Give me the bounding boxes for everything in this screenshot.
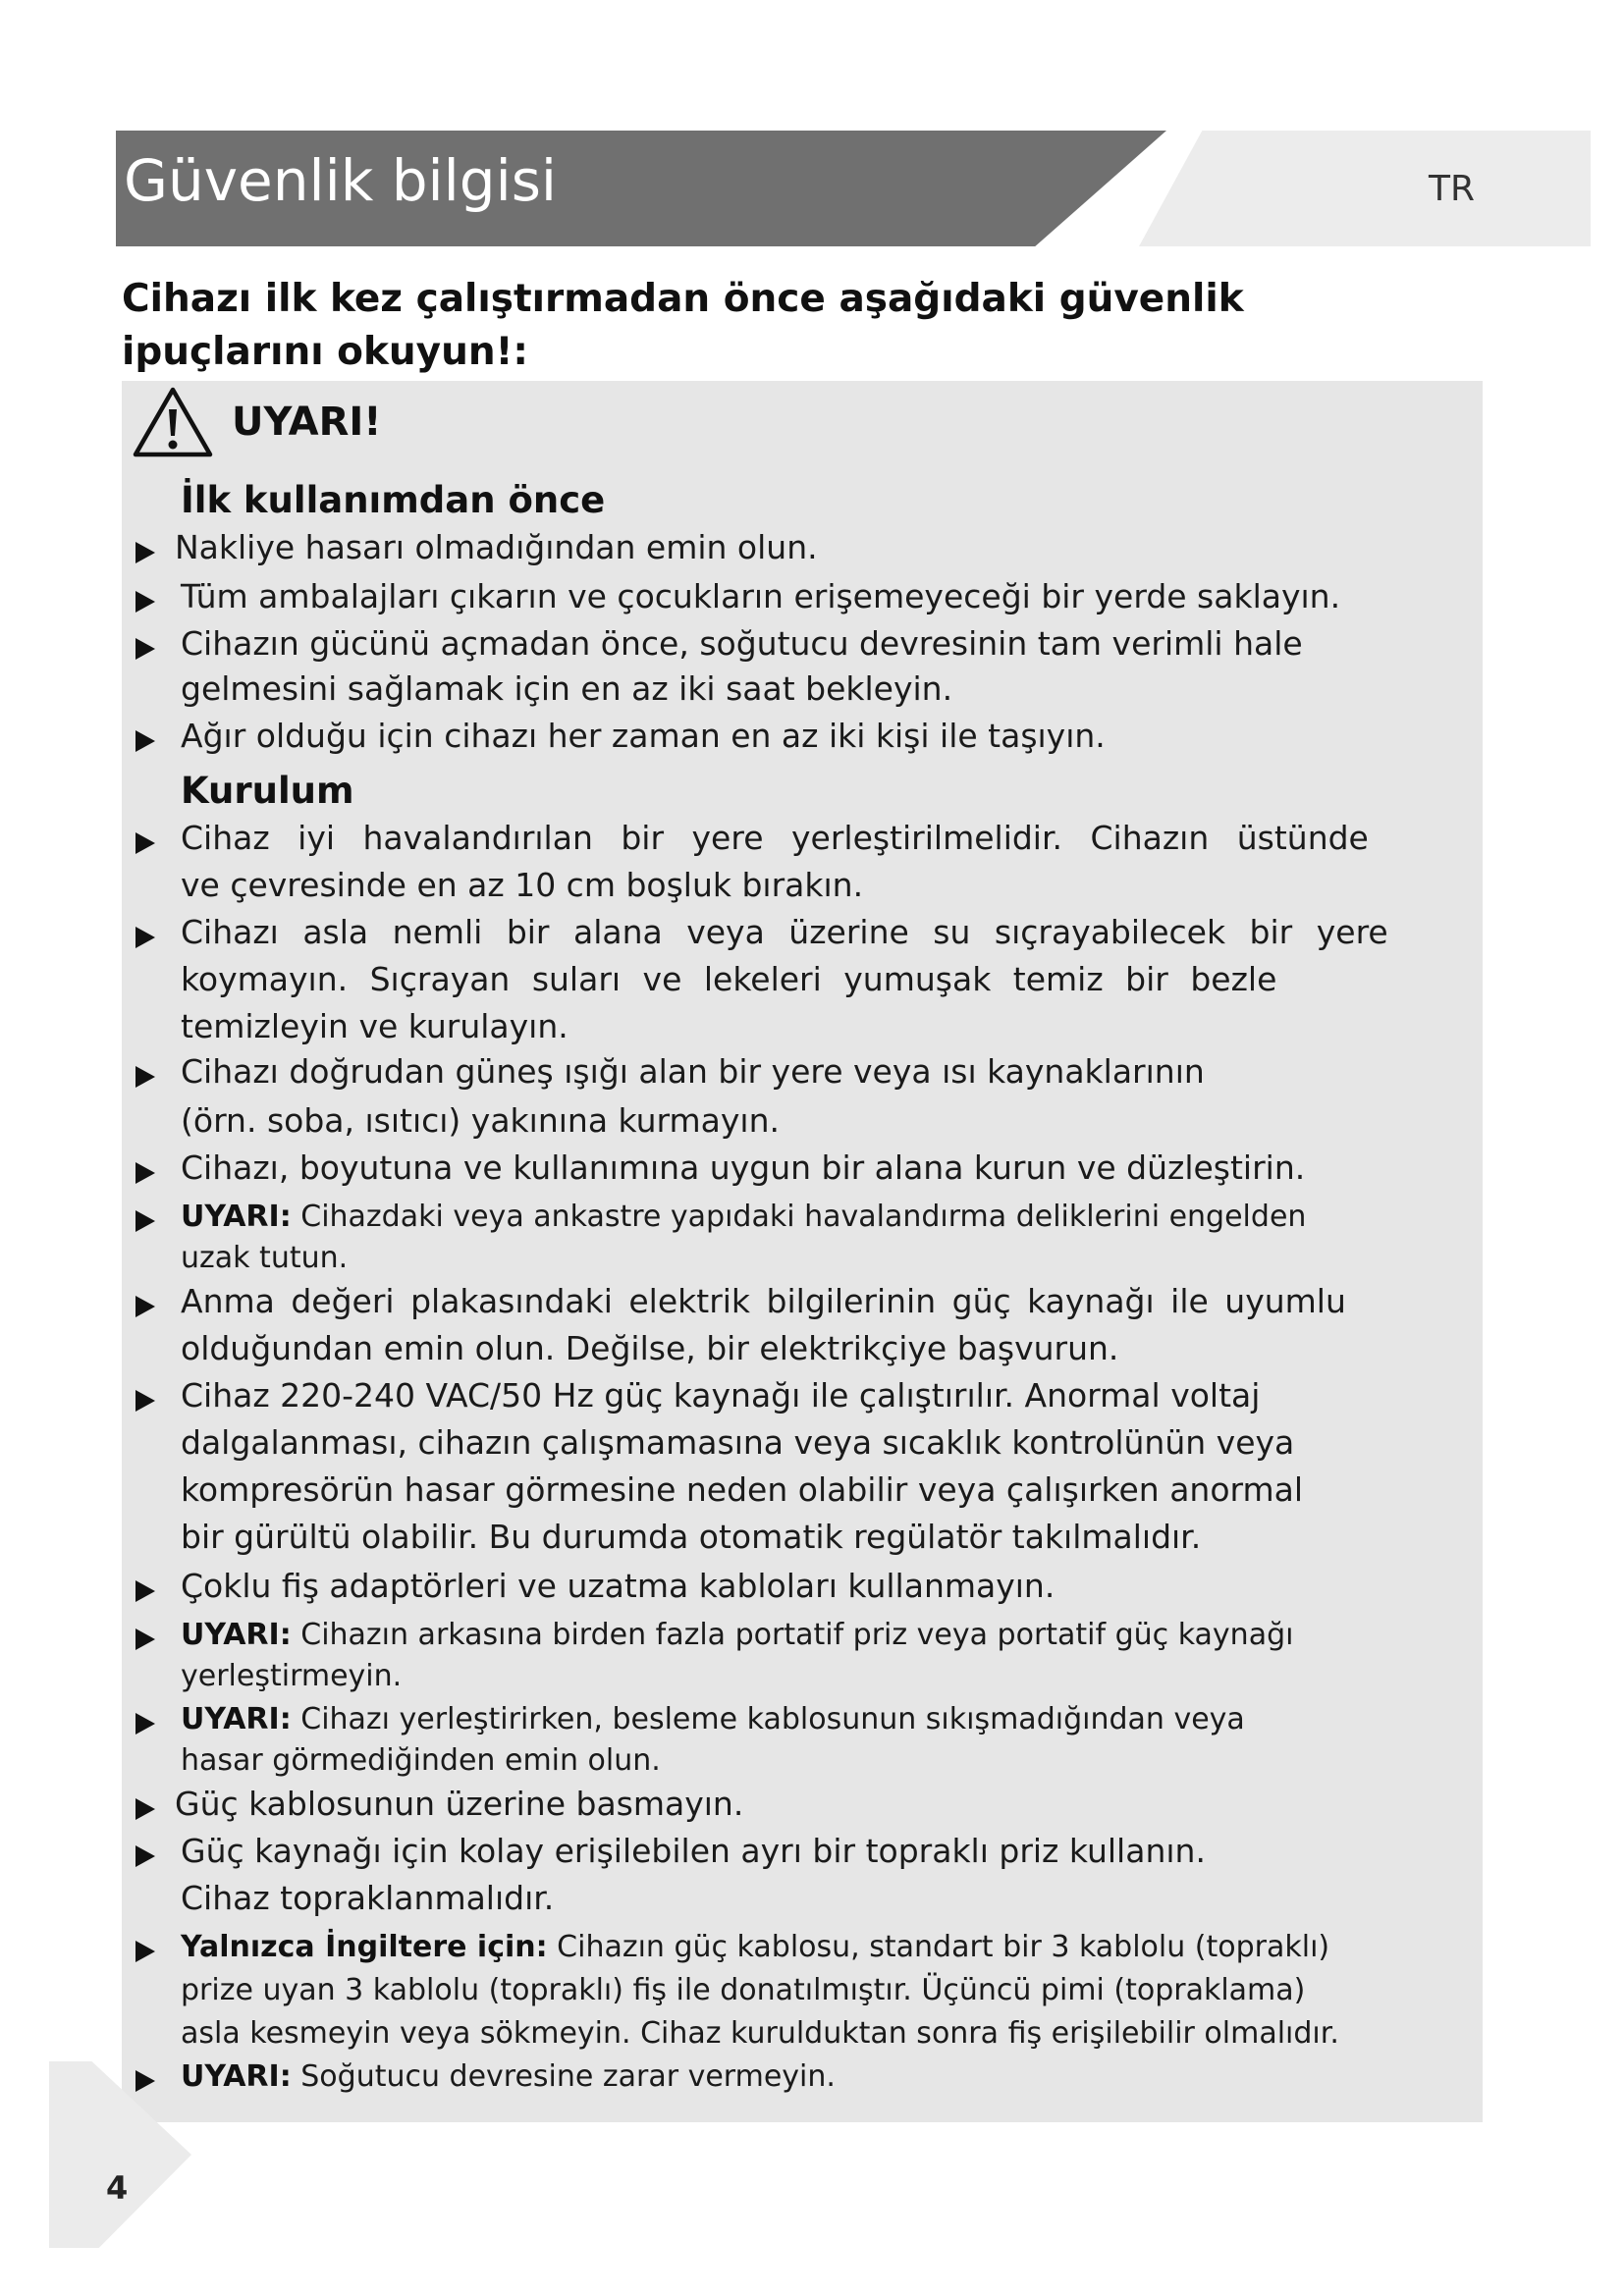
warning-label: UYARI: [181,2059,292,2094]
bullet-icon [135,927,155,948]
bullet-icon [135,1713,155,1735]
bullet-icon [135,1580,155,1602]
warning-title: UYARI! [232,400,382,445]
warning-label: UYARI: [181,1702,292,1736]
language-code: TR [1429,169,1476,209]
bullet-icon [135,1845,155,1867]
bullet-icon [135,1210,155,1232]
bullet-icon [135,1066,155,1088]
bullet-icon [135,730,155,752]
bullet-icon [135,1390,155,1412]
warning-label: UYARI: [181,1200,292,1234]
bullet-icon [135,542,155,563]
page-number: 4 [106,2169,129,2207]
bullet-icon [135,832,155,854]
language-tab [1139,131,1591,246]
bullet-icon [135,638,155,660]
intro-line: ipuçlarını okuyun!: [122,330,528,374]
bullet-icon [135,1941,155,1962]
intro-line: Cihazı ilk kez çalıştırmadan önce aşağıdaki güvenlik [122,277,1244,321]
intro-text [122,273,1300,379]
page-title: Güvenlik bilgisi [124,147,558,214]
warning-label: UYARI: [181,1618,292,1652]
bullet-icon [135,1296,155,1317]
section-heading-first-use: İlk kullanımdan önce [181,479,606,521]
warning-triangle-icon [132,385,214,459]
bullet-icon [135,591,155,613]
uk-only-label: Yalnızca İngiltere için: [181,1930,548,1964]
bullet-icon [135,1798,155,1820]
bullet-icon [135,1629,155,1650]
bullet-icon [135,1162,155,1184]
bullet-icon [135,2070,155,2092]
section-heading-installation: Kurulum [181,770,354,812]
